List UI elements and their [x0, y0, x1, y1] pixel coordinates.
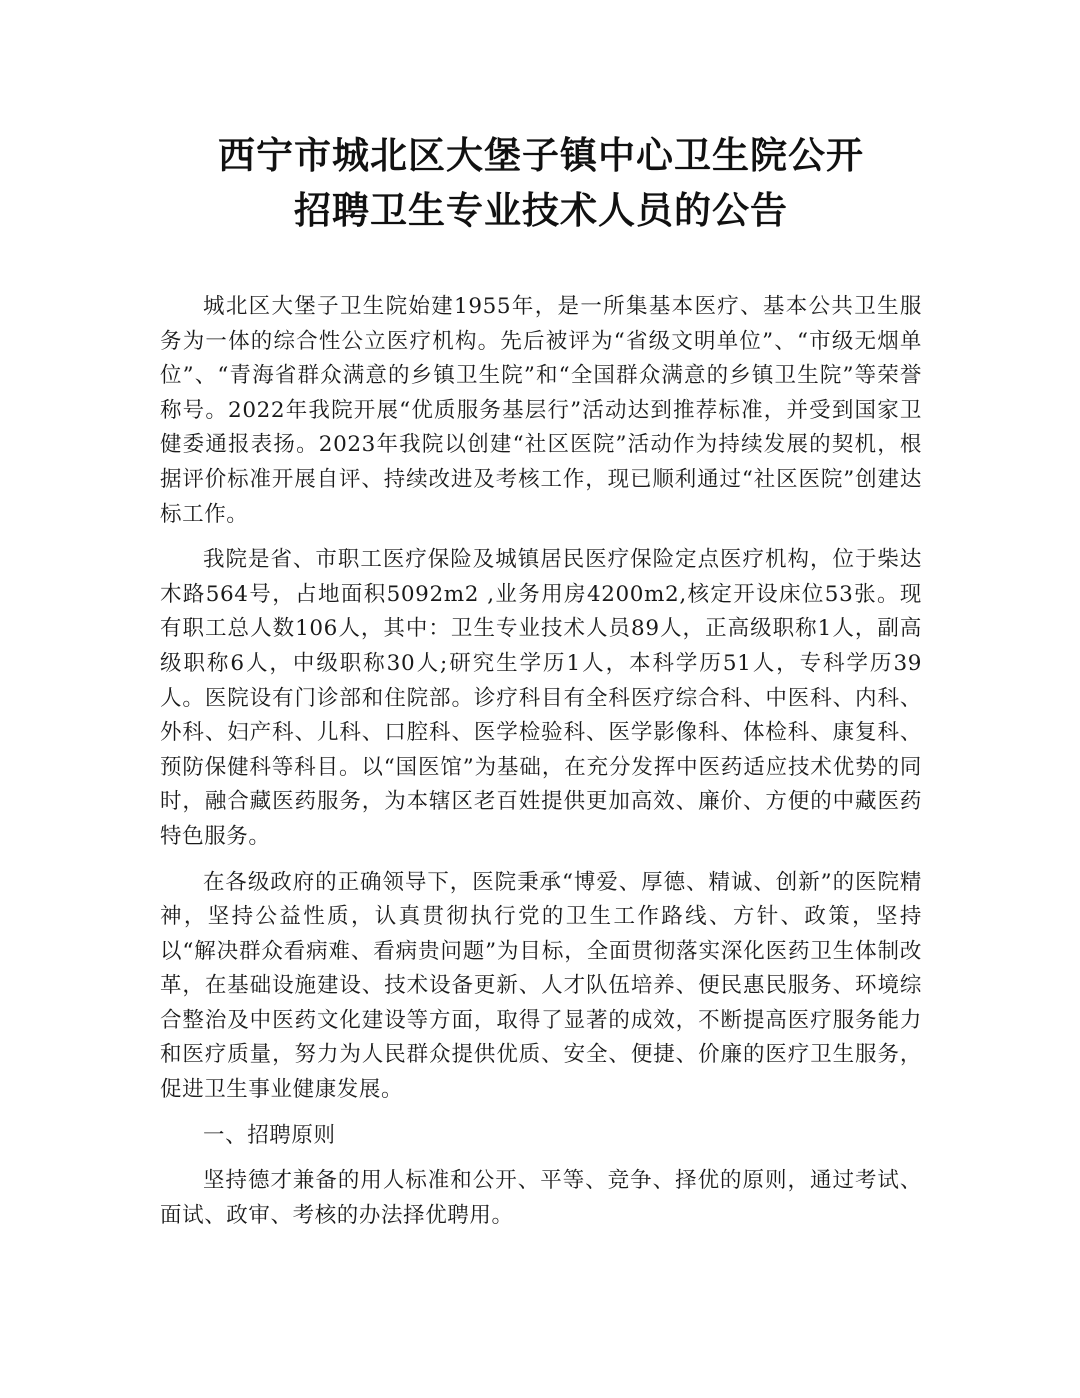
document-body	[160, 290, 922, 1233]
facility-paragraph: 我院是省、市职工医疗保险及城镇居民医疗保险定点医疗机构，位于柴达木路564号，占地面积5092m2 ,业务用房4200m2,核定开设床位53张。现有职工总人数106人，其中：卫生专业技术人员89人，正高级职称1人，副高级职称6人，中级职称30人;研究生学历1人，本科学历51人，专科学历39人。医院设有门诊部和住院部。诊疗科目有全科医疗综合科、中医科、内科、外科、妇产科、儿科、口腔科、医学检验科、医学影像科、体检科、康复科、预防保健科等科目。以“国医馆”为基础，在充分发挥中医药适应技术优势的同时，融合藏医药服务，为本辖区老百姓提供更加高效、廉价、方便的中藏医药特色服务。	[160, 547, 922, 849]
mission-paragraph: 在各级政府的正确领导下，医院秉承“博爱、厚德、精诚、创新”的医院精神，坚持公益性质，认真贯彻执行党的卫生工作路线、方针、政策，坚持以“解决群众看病难、看病贵问题”为目标，全面贯彻落实深化医药卫生体制改革，在基础设施建设、技术设备更新、人才队伍培养、便民惠民服务、环境综合整治及中医药文化建设等方面，取得了显著的成效，不断提高医疗服务能力和医疗质量，努力为人民群众提供优质、安全、便捷、价廉的医疗卫生服务，促进卫生事业健康发展。	[160, 869, 922, 1103]
intro-paragraph: 城北区大堡子卫生院始建1955年，是一所集基本医疗、基本公共卫生服务为一体的综合性公立医疗机构。先后被评为“省级文明单位”、“市级无烟单位”、“青海省群众满意的乡镇卫生院”和“全国群众满意的乡镇卫生院”等荣誉称号。2022年我院开展“优质服务基层行”活动达到推荐标准，并受到国家卫健委通报表扬。2023年我院以创建“社区医院”活动作为持续发展的契机，根据评价标准开展自评、持续改进及考核工作，现已顺利通过“社区医院”创建达标工作。	[160, 294, 922, 527]
recruitment-principles-paragraph: 坚持德才兼备的用人标准和公开、平等、竞争、择优的原则，通过考试、面试、政审、考核的办法择优聘用。	[160, 1168, 922, 1228]
document-page	[160, 128, 922, 1233]
section-heading-recruitment-principles: 一、招聘原则	[203, 1122, 336, 1148]
title-line-1: 西宁市城北区大堡子镇中心卫生院公开	[218, 133, 864, 177]
title-line-2: 招聘卫生专业技术人员的公告	[294, 188, 788, 232]
document-title	[160, 128, 922, 238]
